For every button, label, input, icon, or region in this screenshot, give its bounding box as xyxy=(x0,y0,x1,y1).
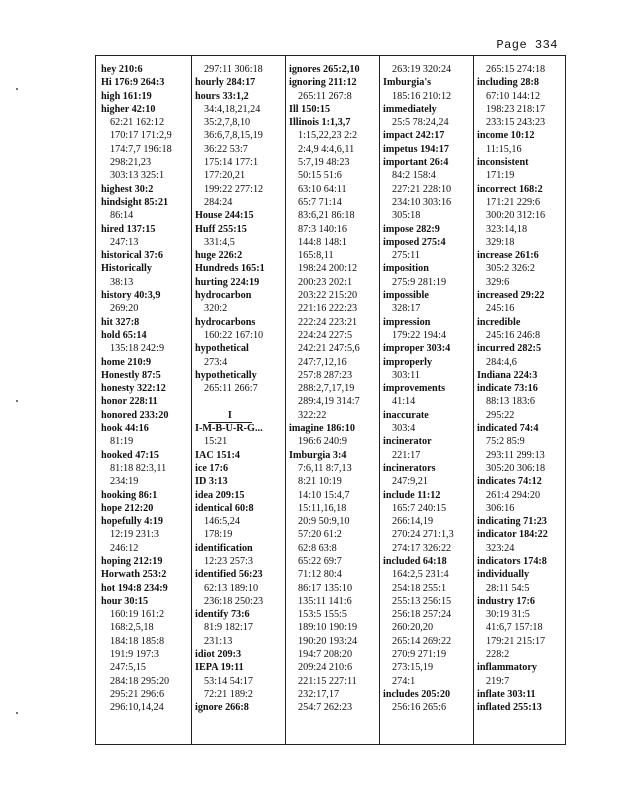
index-locator: 185:16 210:12 xyxy=(392,90,452,102)
index-entry: indicating 71:23 xyxy=(477,516,547,528)
index-locator: 178:19 xyxy=(204,529,233,541)
index-entry: inflammatory xyxy=(477,662,537,674)
index-locator: 198:23 218:17 xyxy=(486,103,546,115)
index-locator: 256:18 257:24 xyxy=(392,609,452,621)
index-locator: 269:20 xyxy=(110,303,139,315)
index-entry: honor 228:11 xyxy=(101,396,158,408)
index-locator: 34:4,18,21,24 xyxy=(204,103,261,115)
index-locator: 284:18 295:20 xyxy=(110,675,170,687)
index-locator: 174:7,7 196:18 xyxy=(110,143,172,155)
index-locator: 303:4 xyxy=(392,423,416,435)
index-locator: 12:23 257:3 xyxy=(204,555,253,567)
index-locator: 81:19 xyxy=(110,436,134,448)
index-locator: 36:22 53:7 xyxy=(204,143,248,155)
index-entry: hypothetically xyxy=(195,369,257,381)
index-entry: imposed 275:4 xyxy=(383,236,446,248)
index-entry: indicators 174:8 xyxy=(477,555,547,567)
index-entry: improvements xyxy=(383,383,446,395)
index-locator: 15:21 xyxy=(204,436,228,448)
index-entry: important 26:4 xyxy=(383,157,449,169)
index-entry: Hi 176:9 264:3 xyxy=(101,77,165,89)
index-entry: higher 42:10 xyxy=(101,103,156,115)
index-locator: 81:9 182:17 xyxy=(204,622,253,634)
index-locator: 184:18 185:8 xyxy=(110,635,165,647)
index-locator: 165:8,11 xyxy=(298,250,334,262)
index-locator: 84:2 158:4 xyxy=(392,170,436,182)
index-locator: 144:8 148:1 xyxy=(298,236,347,248)
column-divider xyxy=(285,56,286,744)
index-entry: hired 137:15 xyxy=(101,223,156,235)
index-entry: identify 73:6 xyxy=(195,609,250,621)
index-locator: 81:18 82:3,11 xyxy=(110,462,167,474)
index-entry: inflated 255:13 xyxy=(477,702,542,714)
index-locator: 295:21 296:6 xyxy=(110,688,165,700)
index-entry: Huff 255:15 xyxy=(195,223,247,235)
index-locator: 306:16 xyxy=(486,502,515,514)
index-locator: 30:19 31:5 xyxy=(486,609,530,621)
index-entry: imagine 186:10 xyxy=(289,423,355,435)
index-locator: 35:2,7,8,10 xyxy=(204,117,251,129)
index-entry: industry 17:6 xyxy=(477,595,536,607)
index-locator: 203:22 215:20 xyxy=(298,290,358,302)
index-locator: 179:21 215:17 xyxy=(486,635,546,647)
index-locator: 146:5,24 xyxy=(204,516,240,528)
index-locator: 28:11 54:5 xyxy=(486,582,530,594)
index-locator: 86:14 xyxy=(110,210,134,222)
index-entry: high 161:19 xyxy=(101,90,152,102)
index-locator: 83:6,21 86:18 xyxy=(298,210,355,222)
index-entry: hurting 224:19 xyxy=(195,276,260,288)
index-locator: 297:11 306:18 xyxy=(204,64,263,75)
index-entry: Illinois 1:1,3,7 xyxy=(289,117,351,129)
index-locator: 305:2 326:2 xyxy=(486,263,535,275)
index-entry: hope 212:20 xyxy=(101,502,154,514)
index-entry: hook 44:16 xyxy=(101,423,149,435)
index-locator: 260:20,20 xyxy=(392,622,434,634)
index-locator: 323:24 xyxy=(486,542,515,554)
index-entry: ice 17:6 xyxy=(195,462,229,474)
index-locator: 247:7,12,16 xyxy=(298,356,347,368)
index-entry: Historically xyxy=(101,263,152,275)
index-locator: 256:16 265:6 xyxy=(392,702,447,714)
index-entry: indicated 74:4 xyxy=(477,423,539,435)
index-locator: 242:21 247:5,6 xyxy=(298,343,360,355)
index-locator: 221:16 222:23 xyxy=(298,303,358,315)
index-entry: hot 194:8 234:9 xyxy=(101,582,168,594)
index-entry: inaccurate xyxy=(383,409,429,421)
index-locator: 275:11 xyxy=(392,250,420,262)
index-entry: Imburgia 3:4 xyxy=(289,449,347,461)
index-locator: 247:13 xyxy=(110,236,139,248)
index-locator: 228:2 xyxy=(486,649,510,661)
page-number: Page 334 xyxy=(496,38,558,52)
index-locator: 263:19 320:24 xyxy=(392,64,452,75)
index-locator: 234:19 xyxy=(110,476,139,488)
index-locator: 5:7,19 48:23 xyxy=(298,157,350,169)
index-entry: home 210:9 xyxy=(101,356,152,368)
index-locator: 265:11 267:8 xyxy=(298,90,352,102)
index-locator: 232:17,17 xyxy=(298,688,340,700)
column-divider xyxy=(191,56,192,744)
index-locator: 36:6,7,8,15,19 xyxy=(204,130,263,142)
index-entry: including 28:8 xyxy=(477,77,539,89)
index-locator: 265:14 269:22 xyxy=(392,635,452,647)
index-locator: 261:4 294:20 xyxy=(486,489,541,501)
index-locator: 303:11 xyxy=(392,369,420,381)
index-locator: 86:17 135:10 xyxy=(298,582,353,594)
index-locator: 2:4,9 4:4,6,11 xyxy=(298,143,355,155)
index-locator: 67:10 144:12 xyxy=(486,90,541,102)
index-locator: 62:8 63:8 xyxy=(298,542,337,554)
index-locator: 71:12 80:4 xyxy=(298,569,342,581)
index-entry: ignore 266:8 xyxy=(195,702,249,714)
index-entry: indicator 184:22 xyxy=(477,529,548,541)
index-locator: 209:24 210:6 xyxy=(298,662,353,674)
index-locator: 11:15,16 xyxy=(486,143,522,155)
index-locator: 7:6,11 8:7,13 xyxy=(298,462,352,474)
index-entry: honesty 322:12 xyxy=(101,383,166,395)
index-entry: Honestly 87:5 xyxy=(101,369,161,381)
margin-mark xyxy=(16,400,18,402)
index-locator: 296:10,14,24 xyxy=(110,702,164,714)
index-locator: 50:15 51:6 xyxy=(298,170,342,182)
index-locator: 222:24 223:21 xyxy=(298,316,358,328)
index-locator: 255:13 256:15 xyxy=(392,595,452,607)
index-column-3 xyxy=(289,63,360,715)
index-entry: incurred 282:5 xyxy=(477,343,542,355)
index-entry: impossible xyxy=(383,290,429,302)
index-locator: 62:21 162:12 xyxy=(110,117,165,129)
index-entry: honored 233:20 xyxy=(101,409,169,421)
index-locator: 245:16 xyxy=(486,303,515,315)
index-locator: 265:15 274:18 xyxy=(486,64,546,75)
index-locator: 303:13 325:1 xyxy=(110,170,165,182)
index-entry: idiot 209:3 xyxy=(195,649,242,661)
index-entry: increase 261:6 xyxy=(477,250,539,262)
index-locator: 12:19 231:3 xyxy=(110,529,159,541)
index-locator: 171:21 229:6 xyxy=(486,196,541,208)
index-locator: 168:2,5,18 xyxy=(110,622,154,634)
index-locator: 300:20 312:16 xyxy=(486,210,546,222)
index-locator: 63:10 64:11 xyxy=(298,183,347,195)
index-locator: 219:7 xyxy=(486,675,510,687)
index-locator: 254:7 262:23 xyxy=(298,702,353,714)
index-entry: incorrect 168:2 xyxy=(477,183,543,195)
index-locator: 194:7 208:20 xyxy=(298,649,353,661)
index-entry: Indiana 224:3 xyxy=(477,369,538,381)
index-entry: ignoring 211:12 xyxy=(289,77,357,89)
index-locator: 266:14,19 xyxy=(392,516,434,528)
index-locator: 153:5 155:5 xyxy=(298,609,347,621)
index-entry: improperly xyxy=(383,356,433,368)
column-divider xyxy=(379,56,380,744)
index-locator: 270:24 271:1,3 xyxy=(392,529,454,541)
index-entry: imposition xyxy=(383,263,429,275)
index-entry: impression xyxy=(383,316,431,328)
index-locator: 284:24 xyxy=(204,196,233,208)
index-column-4 xyxy=(383,63,454,715)
index-entry: identification xyxy=(195,542,253,554)
index-locator: 305:18 xyxy=(392,210,421,222)
index-locator: 320:2 xyxy=(204,303,228,315)
index-locator: 265:11 266:7 xyxy=(204,383,258,395)
index-locator: 284:4,6 xyxy=(486,356,517,368)
index-column-2 xyxy=(195,63,265,715)
index-locator: 1:15,22,23 2:2 xyxy=(298,130,358,142)
index-entry: hooked 47:15 xyxy=(101,449,160,461)
index-entry: inconsistent xyxy=(477,157,529,169)
index-locator: 171:19 xyxy=(486,170,515,182)
index-entry: hydrocarbons xyxy=(195,316,256,328)
index-locator: 38:13 xyxy=(110,276,134,288)
index-entry: indicates 74:12 xyxy=(477,476,542,488)
index-entry: identified 56:23 xyxy=(195,569,263,581)
index-locator: 245:16 246:8 xyxy=(486,329,541,341)
index-entry: includes 205:20 xyxy=(383,688,451,700)
index-entry: income 10:12 xyxy=(477,130,535,142)
index-locator: 199:22 277:12 xyxy=(204,183,264,195)
index-locator: 298:21,23 xyxy=(110,157,152,169)
index-locator: 254:18 255:1 xyxy=(392,582,447,594)
index-locator: 274:17 326:22 xyxy=(392,542,452,554)
index-locator: 323:14,18 xyxy=(486,223,528,235)
index-locator: 165:7 240:15 xyxy=(392,502,447,514)
index-locator: 160:22 167:10 xyxy=(204,329,264,341)
margin-mark xyxy=(16,88,18,90)
section-letter xyxy=(195,409,265,422)
index-entry: highest 30:2 xyxy=(101,183,154,195)
index-locator: 87:3 140:16 xyxy=(298,223,347,235)
index-locator: 231:13 xyxy=(204,635,233,647)
index-entry: hour 30:15 xyxy=(101,595,149,607)
index-locator: 72:21 189:2 xyxy=(204,688,253,700)
index-locator: 191:9 197:3 xyxy=(110,649,159,661)
index-locator: 246:12 xyxy=(110,542,139,554)
index-entry: IAC 151:4 xyxy=(195,449,240,461)
index-locator: 295:22 xyxy=(486,409,515,421)
index-locator: 257:8 287:23 xyxy=(298,369,353,381)
index-column-5 xyxy=(477,63,548,715)
index-locator: 14:10 15:4,7 xyxy=(298,489,350,501)
index-entry: included 64:18 xyxy=(383,555,447,567)
index-locator: 200:23 202:1 xyxy=(298,276,353,288)
index-entry: increased 29:22 xyxy=(477,290,545,302)
index-locator: 227:21 228:10 xyxy=(392,183,452,195)
index-locator: 189:10 190:19 xyxy=(298,622,358,634)
index-entry: hours 33:1,2 xyxy=(195,90,249,102)
index-entry: House 244:15 xyxy=(195,210,254,222)
index-locator: 247:5,15 xyxy=(110,662,146,674)
index-locator: 65:22 69:7 xyxy=(298,555,342,567)
index-locator: 247:9,21 xyxy=(392,476,428,488)
index-entry: historical 37:6 xyxy=(101,250,163,262)
index-entry: I-M-B-U-R-G... xyxy=(195,423,263,435)
index-entry: hey 210:6 xyxy=(101,64,143,75)
index-entry: Horwath 253:2 xyxy=(101,569,167,581)
index-locator: 329:6 xyxy=(486,276,510,288)
index-locator: 274:1 xyxy=(392,675,416,687)
index-locator: 329:18 xyxy=(486,236,515,248)
index-locator: 190:20 193:24 xyxy=(298,635,358,647)
index-locator: 273:4 xyxy=(204,356,228,368)
index-locator: 331:4,5 xyxy=(204,236,235,248)
index-locator: 20:9 50:9,10 xyxy=(298,516,350,528)
index-entry: individually xyxy=(477,569,530,581)
index-locator: 135:18 242:9 xyxy=(110,343,165,355)
index-entry: indicate 73:16 xyxy=(477,383,538,395)
index-entry: history 40:3,9 xyxy=(101,290,161,302)
margin-mark xyxy=(16,712,18,714)
index-locator: 275:9 281:19 xyxy=(392,276,447,288)
index-locator: 25:5 78:24,24 xyxy=(392,117,449,129)
index-table xyxy=(95,55,566,745)
index-locator: 57:20 61:2 xyxy=(298,529,342,541)
index-locator: 288:2,7,17,19 xyxy=(298,383,355,395)
index-locator: 88:13 183:6 xyxy=(486,396,535,408)
index-locator: 273:15,19 xyxy=(392,662,434,674)
index-locator: 293:11 299:13 xyxy=(486,449,545,461)
index-entry: hopefully 4:19 xyxy=(101,516,163,528)
index-entry: ignores 265:2,10 xyxy=(289,64,360,75)
index-locator: 305:20 306:18 xyxy=(486,462,546,474)
index-entry: hit 327:8 xyxy=(101,316,140,328)
index-entry: huge 226:2 xyxy=(195,250,243,262)
index-entry: Ill 150:15 xyxy=(289,103,331,115)
blank-line xyxy=(195,395,265,408)
index-locator: 65:7 71:14 xyxy=(298,196,342,208)
index-entry: impact 242:17 xyxy=(383,130,445,142)
index-locator: 41:14 xyxy=(392,396,416,408)
index-entry: incinerators xyxy=(383,462,436,474)
index-locator: 53:14 54:17 xyxy=(204,675,253,687)
index-entry: hoping 212:19 xyxy=(101,555,163,567)
index-locator: 41:6,7 157:18 xyxy=(486,622,543,634)
column-divider xyxy=(473,56,474,744)
index-locator: 289:4,19 314:7 xyxy=(298,396,360,408)
index-locator: 8:21 10:19 xyxy=(298,476,342,488)
index-locator: 328:17 xyxy=(392,303,421,315)
index-locator: 196:6 240:9 xyxy=(298,436,347,448)
index-entry: immediately xyxy=(383,103,437,115)
section-letter-text: I xyxy=(208,409,252,423)
index-column-1 xyxy=(101,63,172,715)
index-entry: hooking 86:1 xyxy=(101,489,158,501)
index-entry: hydrocarbon xyxy=(195,290,252,302)
index-locator: 198:24 200:12 xyxy=(298,263,358,275)
index-entry: Hundreds 165:1 xyxy=(195,263,265,275)
index-entry: inflate 303:11 xyxy=(477,688,536,700)
index-locator: 224:24 227:5 xyxy=(298,329,353,341)
index-locator: 234:10 303:16 xyxy=(392,196,452,208)
index-locator: 175:14 177:1 xyxy=(204,157,259,169)
index-entry: identical 60:8 xyxy=(195,502,254,514)
index-entry: incredible xyxy=(477,316,521,328)
index-entry: hold 65:14 xyxy=(101,329,147,341)
index-locator: 170:17 171:2,9 xyxy=(110,130,172,142)
index-entry: IEPA 19:11 xyxy=(195,662,244,674)
index-entry: hypothetical xyxy=(195,343,249,355)
index-entry: improper 303:4 xyxy=(383,343,451,355)
index-locator: 62:13 189:10 xyxy=(204,582,259,594)
index-entry: impose 282:9 xyxy=(383,223,440,235)
index-locator: 135:11 141:6 xyxy=(298,595,352,607)
index-locator: 322:22 xyxy=(298,409,327,421)
index-locator: 221:17 xyxy=(392,449,421,461)
index-locator: 75:2 85:9 xyxy=(486,436,525,448)
index-locator: 160:19 161:2 xyxy=(110,609,165,621)
index-locator: 221:15 227:11 xyxy=(298,675,357,687)
index-locator: 15:11,16,18 xyxy=(298,502,347,514)
index-locator: 164:2,5 231:4 xyxy=(392,569,449,581)
index-entry: incinerator xyxy=(383,436,432,448)
index-entry: ID 3:13 xyxy=(195,476,228,488)
index-entry: hindsight 85:21 xyxy=(101,196,169,208)
index-locator: 233:15 243:23 xyxy=(486,117,546,129)
index-entry: include 11:12 xyxy=(383,489,441,501)
index-locator: 236:18 250:23 xyxy=(204,595,264,607)
index-locator: 177:20,21 xyxy=(204,170,246,182)
index-entry: impetus 194:17 xyxy=(383,143,449,155)
index-entry: idea 209:15 xyxy=(195,489,245,501)
index-locator: 270:9 271:19 xyxy=(392,649,447,661)
index-entry: hourly 284:17 xyxy=(195,77,256,89)
index-locator: 179:22 194:4 xyxy=(392,329,447,341)
index-entry: Imburgia's xyxy=(383,77,432,89)
